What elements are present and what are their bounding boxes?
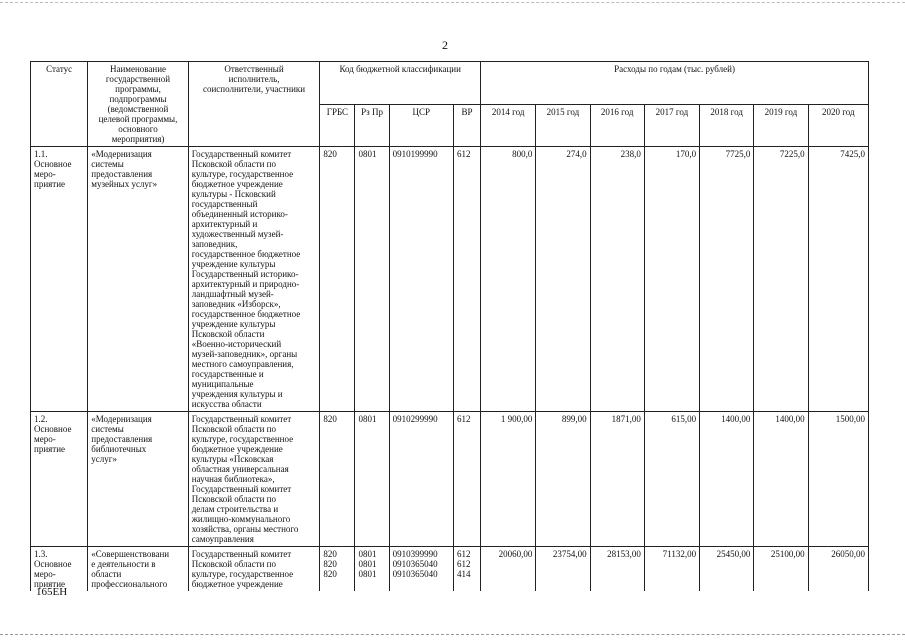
row-value-2018: 1400,00: [700, 412, 754, 547]
row-rzpr: 0801: [355, 147, 389, 412]
row-name: «Совершенствовани е деятельности в области профессионального: [88, 547, 188, 592]
row-value-2016: 1871,00: [590, 412, 644, 547]
page-number: 2: [442, 38, 448, 52]
row-value-2019: 25100,00: [754, 547, 808, 592]
row-status: 1.2. Основное меро- приятие: [31, 412, 88, 547]
scan-edge-top: [0, 2, 905, 4]
header-year-2014: 2014 год: [481, 104, 536, 147]
row-responsible: Государственный комитет Псковской области по культуре, государственное бюджетное учреждение: [188, 547, 320, 592]
row-responsible: Государственный комитет Псковской области по культуре, государственное бюджетное учреждение культуры «Псковская областная универсальная научная библиотека», Государственный комитет Псковской области по делам строительства и жилищно-коммунального хозяйства, органы местного самоуправления: [188, 412, 320, 547]
row-status: 1.3. Основное меро- приятие: [31, 547, 88, 592]
row-value-2015: 899,00: [536, 412, 590, 547]
table-row: [31, 547, 869, 592]
row-value-2019: 1400,00: [754, 412, 808, 547]
row-value-2014: 800,0: [481, 147, 536, 412]
row-rzpr: 0801: [355, 412, 389, 547]
row-vr: 612 612 414: [453, 547, 480, 592]
header-year-2020: 2020 год: [808, 104, 868, 147]
header-row-1: [31, 62, 869, 105]
row-csr: 0910299990: [389, 412, 453, 547]
row-value-2017: 170,0: [644, 147, 699, 412]
header-csr: ЦСР: [389, 104, 453, 147]
row-value-2015: 274,0: [536, 147, 590, 412]
row-value-2020: 26050,00: [808, 547, 868, 592]
header-year-2017: 2017 год: [644, 104, 699, 147]
header-budget-code: Код бюджетной классификации: [320, 62, 481, 105]
row-grbs: 820: [320, 147, 355, 412]
scan-edge-bottom: [0, 634, 905, 636]
row-value-2020: 7425,0: [808, 147, 868, 412]
budget-table: [30, 61, 869, 591]
header-year-2015: 2015 год: [536, 104, 590, 147]
header-year-2019: 2019 год: [754, 104, 808, 147]
row-csr: 0910199990: [389, 147, 453, 412]
footer-code: 165EH: [36, 586, 68, 598]
header-year-2018: 2018 год: [700, 104, 754, 147]
row-value-2020: 1500,00: [808, 412, 868, 547]
header-vr: ВР: [453, 104, 480, 147]
header-responsible: Ответственный исполнитель, соисполнители, участники: [188, 62, 320, 147]
row-grbs: 820: [320, 412, 355, 547]
header-year-2016: 2016 год: [590, 104, 644, 147]
row-name: «Модернизация системы предоставления библиотечных услуг»: [88, 412, 188, 547]
header-status: Статус: [31, 62, 88, 147]
row-name: «Модернизация системы предоставления музейных услуг»: [88, 147, 188, 412]
row-value-2016: 238,0: [590, 147, 644, 412]
row-value-2018: 7725,0: [700, 147, 754, 412]
header-rzpr: Рз Пр: [355, 104, 389, 147]
row-vr: 612: [453, 412, 480, 547]
row-value-2014: 20060,00: [481, 547, 536, 592]
row-value-2014: 1 900,00: [481, 412, 536, 547]
row-value-2017: 71132,00: [644, 547, 699, 592]
header-grbs: ГРБС: [320, 104, 355, 147]
row-value-2016: 28153,00: [590, 547, 644, 592]
row-grbs: 820 820 820: [320, 547, 355, 592]
row-rzpr: 0801 0801 0801: [355, 547, 389, 592]
table-row: [31, 412, 869, 547]
row-vr: 612: [453, 147, 480, 412]
row-responsible: Государственный комитет Псковской области по культуре, государственное бюджетное учреждение культуры - Псковский государственный объединенный историко- архитектурный и художественный музей- заповедник, государственное бюджетное учреждение культуры Государственный историко- архитектурный и природно- ландшафтный музей- заповедник «Изборск», государственное бюджетное учреждение культуры Псковской области «Военно-исторический музей-заповедник», органы местного самоуправления, государственные и муниципальные учреждения культуры и искусства области: [188, 147, 320, 412]
row-status: 1.1. Основное меро- приятие: [31, 147, 88, 412]
row-value-2018: 25450,00: [700, 547, 754, 592]
header-expenses: Расходы по годам (тыс. рублей): [481, 62, 869, 105]
row-csr: 0910399990 0910365040 0910365040: [389, 547, 453, 592]
header-name: Наименование государственной программы, подпрограммы (ведомственной целевой программы, основного мероприятия): [88, 62, 188, 147]
table-row: [31, 147, 869, 412]
row-value-2019: 7225,0: [754, 147, 808, 412]
row-value-2015: 23754,00: [536, 547, 590, 592]
row-value-2017: 615,00: [644, 412, 699, 547]
